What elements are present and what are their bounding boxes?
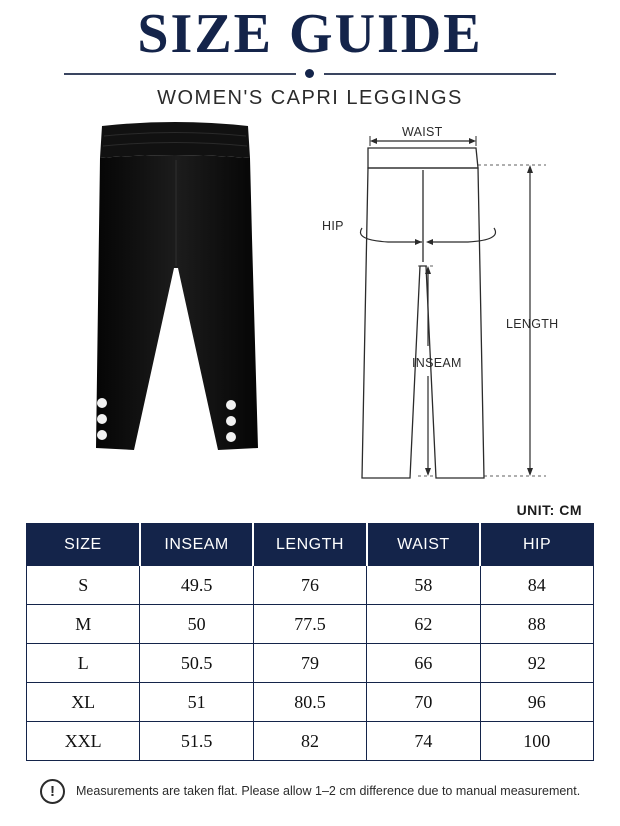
cell-inseam: 49.5 [140, 566, 253, 605]
cell-size: XXL [27, 722, 140, 761]
table-row [27, 644, 594, 683]
waistband [100, 122, 250, 158]
hip-measure [322, 219, 496, 245]
note-text: Measurements are taken flat. Please allow 1–2 cm difference due to manual measurement. [76, 784, 581, 798]
table-header-row [27, 524, 594, 566]
cell-size: M [27, 605, 140, 644]
waist-measure [370, 125, 476, 146]
header-hip: HIP [480, 524, 593, 566]
header-inseam: INSEAM [140, 524, 253, 566]
hip-label: HIP [322, 219, 344, 233]
size-chart-table [26, 523, 594, 761]
header-length: LENGTH [253, 524, 366, 566]
garment-outline [362, 148, 484, 478]
cell-size: S [27, 566, 140, 605]
waist-label: WAIST [402, 125, 443, 139]
cell-inseam: 50 [140, 605, 253, 644]
cell-inseam: 51 [140, 683, 253, 722]
left-hem-buttons [97, 398, 107, 440]
unit-label: UNIT: CM [516, 502, 582, 518]
table-row [27, 683, 594, 722]
cell-hip: 96 [480, 683, 593, 722]
cell-hip: 84 [480, 566, 593, 605]
header-size: SIZE [27, 524, 140, 566]
table-row [27, 605, 594, 644]
cell-inseam: 50.5 [140, 644, 253, 683]
capri-leggings-image [90, 118, 260, 458]
cell-size: L [27, 644, 140, 683]
cell-size: XL [27, 683, 140, 722]
title-divider-right [324, 73, 556, 75]
measurement-diagram [318, 118, 568, 488]
cell-hip: 92 [480, 644, 593, 683]
measurement-note [40, 778, 600, 806]
cell-length: 76 [253, 566, 366, 605]
cell-length: 80.5 [253, 683, 366, 722]
exclamation-icon: ! [40, 779, 65, 804]
table-row [27, 566, 594, 605]
length-label: LENGTH [506, 317, 559, 331]
cell-inseam: 51.5 [140, 722, 253, 761]
cell-hip: 88 [480, 605, 593, 644]
page-subtitle: WOMEN'S CAPRI LEGGINGS [157, 87, 463, 109]
table-row [27, 722, 594, 761]
cell-length: 82 [253, 722, 366, 761]
title-divider-dot [305, 69, 314, 78]
cell-waist: 58 [367, 566, 480, 605]
cell-waist: 74 [367, 722, 480, 761]
inseam-measure [412, 266, 462, 476]
inseam-label: INSEAM [412, 356, 462, 370]
right-hem-buttons [226, 400, 236, 442]
cell-waist: 70 [367, 683, 480, 722]
cell-length: 79 [253, 644, 366, 683]
cell-hip: 100 [480, 722, 593, 761]
cell-waist: 66 [367, 644, 480, 683]
page-title: SIZE GUIDE [137, 3, 483, 65]
title-divider-left [64, 73, 296, 75]
length-measure [478, 165, 559, 476]
header-waist: WAIST [367, 524, 480, 566]
cell-length: 77.5 [253, 605, 366, 644]
cell-waist: 62 [367, 605, 480, 644]
